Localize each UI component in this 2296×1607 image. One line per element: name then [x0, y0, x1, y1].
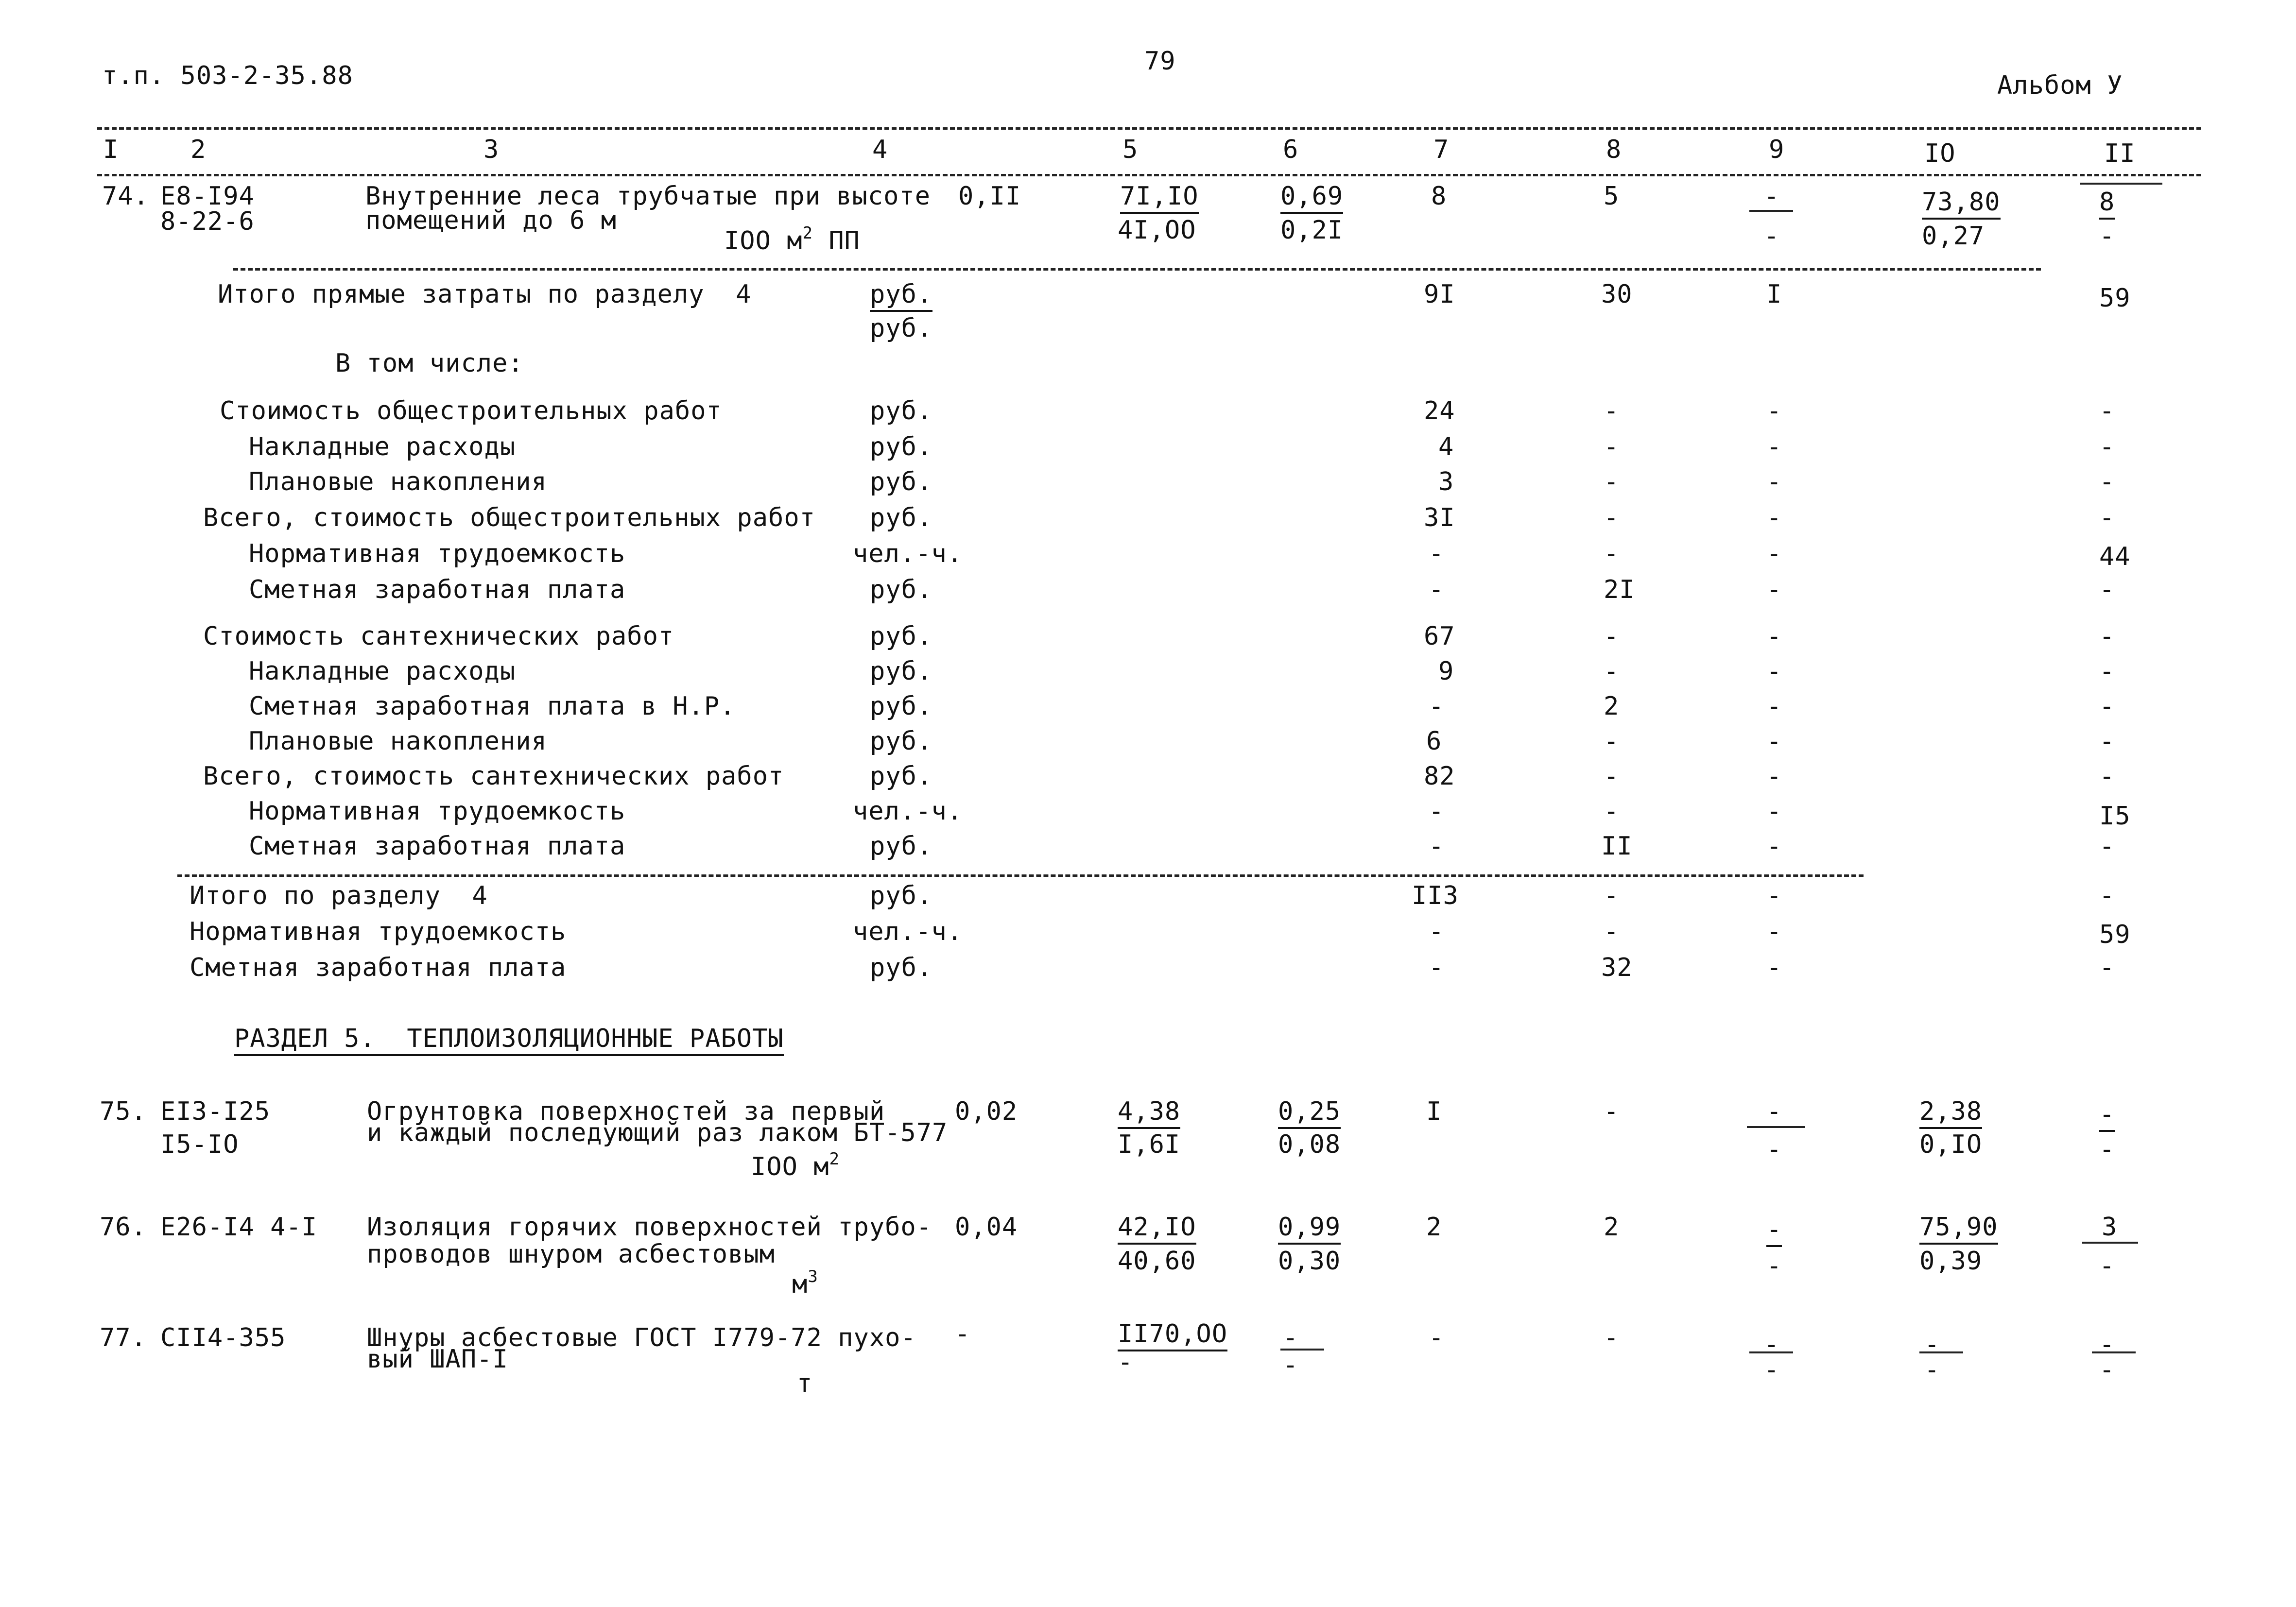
- summary-col8: II: [1601, 832, 1633, 861]
- summary-label: Нормативная трудоемкость: [190, 917, 567, 946]
- unit-machine-wage: 0,2I: [1280, 216, 1344, 245]
- col-header-10: IO: [1924, 139, 1956, 168]
- summary-col7: -: [1429, 692, 1445, 721]
- price-code: Е26-I4 4-I: [160, 1213, 318, 1242]
- summary-col8: -: [1604, 432, 1620, 462]
- cell-underline: [2082, 1242, 2138, 1244]
- col10-top: 75,90: [1919, 1214, 1998, 1240]
- summary-unit: руб.: [870, 467, 933, 496]
- col11-bottom: -: [2099, 222, 2115, 251]
- summary-col9: -: [1766, 503, 1782, 532]
- summary-col8: 2: [1604, 692, 1620, 721]
- summary-unit: руб.: [870, 881, 933, 910]
- summary-col9: -: [1766, 467, 1782, 496]
- work-description: Изоляция горячих поверхностей трубо-: [367, 1213, 932, 1242]
- summary-unit: чел.-ч.: [853, 797, 963, 826]
- summary-col9: -: [1766, 622, 1782, 651]
- row-number: 77.: [100, 1323, 147, 1352]
- col-header-5: 5: [1122, 135, 1139, 164]
- summary-unit: руб.: [870, 953, 933, 982]
- document-code: т.п. 503-2-35.88: [102, 61, 353, 90]
- work-description-line2: помещений до 6 м: [365, 206, 617, 235]
- summary-col8: -: [1604, 917, 1620, 946]
- price-code: ЕI3-I25: [160, 1097, 271, 1126]
- summary-label: Стоимость сантехнических работ: [203, 622, 674, 651]
- col10-top: -: [1924, 1330, 1940, 1359]
- summary-label: Нормативная трудоемкость: [249, 539, 626, 568]
- col-header-3: 3: [483, 135, 500, 164]
- summary-unit: руб.: [870, 575, 933, 604]
- summary-col7: 67: [1424, 622, 1455, 651]
- col10-bottom: -: [1924, 1355, 1940, 1385]
- col11-bottom: -: [2099, 1355, 2115, 1385]
- price-code-secondary: I5-IO: [160, 1130, 239, 1159]
- unit-of-measure: $м^3$: [792, 1267, 818, 1299]
- section-heading: РАЗДЕЛ 5. ТЕПЛОИЗОЛЯЦИОННЫЕ РАБОТЫ: [234, 1026, 784, 1051]
- unit-wage: 40,60: [1118, 1247, 1196, 1276]
- summary-col11: -: [2099, 727, 2115, 756]
- album-label: Альбом У: [1997, 71, 2123, 100]
- col11-top: -: [2099, 1102, 2115, 1127]
- summary-col8: -: [1604, 657, 1620, 686]
- summary-label: Всего, стоимость сантехнических работ: [203, 762, 784, 791]
- summary-col8: -: [1604, 396, 1620, 426]
- summary-unit: руб.: [870, 832, 933, 861]
- summary-col7: -: [1429, 832, 1445, 861]
- summary-unit: руб.: [870, 657, 933, 686]
- summary-label: Итого по разделу 4: [190, 881, 488, 910]
- summary-col8: -: [1604, 539, 1620, 568]
- work-description-line2: вый ШАП-I: [367, 1345, 508, 1374]
- col11-top: 3: [2102, 1213, 2118, 1242]
- col11-top: -: [2099, 1330, 2115, 1359]
- row-number: 74.: [102, 182, 149, 211]
- total-wage: 5: [1604, 182, 1620, 211]
- summary-col11: I5: [2099, 802, 2131, 831]
- unit-machine-wage: 0,30: [1278, 1247, 1341, 1276]
- summary-unit: руб.: [870, 622, 933, 651]
- summary-col8: -: [1604, 622, 1620, 651]
- summary-col11: -: [2099, 762, 2115, 791]
- row-separator: [233, 268, 2041, 271]
- summary-col8: 30: [1601, 280, 1633, 309]
- col9-bottom: -: [1764, 222, 1780, 251]
- summary-col9: -: [1766, 396, 1782, 426]
- unit-wage: -: [1118, 1348, 1134, 1377]
- summary-label: Стоимость общестроительных работ: [220, 396, 722, 426]
- summary-col7: 4: [1438, 432, 1454, 462]
- total-cost: 8: [1431, 182, 1447, 211]
- work-description: Внутренние леса трубчатые при высоте: [365, 182, 931, 211]
- col10-top: 2,38: [1919, 1099, 1982, 1124]
- unit-machine-cost: 0,69: [1280, 184, 1343, 209]
- summary-col11: -: [2099, 503, 2115, 532]
- summary-col11: -: [2099, 396, 2115, 426]
- unit-of-measure: т: [797, 1369, 813, 1398]
- summary-col9: -: [1766, 432, 1782, 462]
- col-header-11: II: [2104, 139, 2136, 168]
- summary-col11: -: [2099, 692, 2115, 721]
- summary-label: Сметная заработная плата: [190, 953, 567, 982]
- summary-col11: -: [2099, 881, 2115, 910]
- summary-col7: 9: [1438, 657, 1454, 686]
- unit-cost: 7I,IO: [1120, 184, 1199, 209]
- summary-label: Итого прямые затраты по разделу 4: [218, 280, 752, 309]
- col-header-6: 6: [1283, 135, 1299, 164]
- quantity: 0,II: [958, 182, 1021, 211]
- summary-col7: 3: [1438, 467, 1454, 496]
- summary-col7: 24: [1424, 396, 1455, 426]
- unit-machine-wage: 0,08: [1278, 1130, 1341, 1159]
- summary-unit: руб.: [870, 282, 932, 307]
- unit-machine-cost: -: [1283, 1323, 1299, 1352]
- summary-label: Накладные расходы: [249, 657, 516, 686]
- summary-col11: -: [2099, 832, 2115, 861]
- summary-label: В том числе:: [335, 349, 524, 378]
- work-description-line2: проводов шнуром асбестовым: [367, 1240, 775, 1269]
- summary-unit: чел.-ч.: [853, 539, 963, 568]
- summary-col7: -: [1429, 575, 1445, 604]
- summary-label: Накладные расходы: [249, 432, 516, 462]
- col11-bottom: -: [2099, 1251, 2115, 1281]
- unit-cost: II70,OO: [1118, 1321, 1227, 1347]
- summary-col8: -: [1604, 727, 1620, 756]
- summary-unit: чел.-ч.: [853, 917, 963, 946]
- summary-col8: -: [1604, 503, 1620, 532]
- unit-of-measure: IOO $м^2$ ПП: [724, 223, 860, 256]
- col10-bottom: 0,IO: [1919, 1130, 1983, 1159]
- summary-col7: 6: [1426, 727, 1442, 756]
- summary-unit: руб.: [870, 503, 933, 532]
- summary-col11: -: [2099, 622, 2115, 651]
- summary-col8: 2I: [1604, 575, 1635, 604]
- work-description: Шнуры асбестовые ГОСТ I779-72 пухо-: [367, 1323, 916, 1352]
- summary-col11: -: [2099, 575, 2115, 604]
- unit-of-measure: IOO $м^2$: [751, 1149, 840, 1181]
- total-cost: I: [1426, 1097, 1442, 1126]
- summary-col8: -: [1604, 881, 1620, 910]
- summary-col8: 32: [1601, 953, 1633, 982]
- summary-col9: -: [1766, 539, 1782, 568]
- unit-cost: 4,38: [1118, 1099, 1180, 1124]
- page-number: 79: [1144, 47, 1176, 76]
- summary-col9: -: [1766, 762, 1782, 791]
- header-top-rule: [97, 127, 2201, 130]
- cell-underline: [1747, 1126, 1805, 1128]
- work-description-line2: и каждый последующий раз лаком БТ-577: [367, 1118, 948, 1147]
- col11-bottom: -: [2099, 1135, 2115, 1164]
- summary-label: Всего, стоимость общестроительных работ: [203, 503, 815, 532]
- header-bottom-rule: [97, 174, 2201, 176]
- unit-machine-cost: 0,25: [1278, 1099, 1341, 1124]
- price-code-secondary: 8-22-6: [160, 207, 255, 236]
- quantity: 0,02: [955, 1097, 1018, 1126]
- col9-bottom: -: [1766, 1251, 1782, 1281]
- summary-col9: I: [1766, 280, 1782, 309]
- row-number: 75.: [100, 1097, 147, 1126]
- total-wage: -: [1604, 1323, 1620, 1352]
- summary-col9: -: [1766, 832, 1782, 861]
- unit-cost: 42,IO: [1118, 1214, 1196, 1240]
- summary-col7: II3: [1412, 881, 1459, 910]
- summary-col7: -: [1429, 953, 1445, 982]
- summary-label: Нормативная трудоемкость: [249, 797, 626, 826]
- col11-top: 8: [2099, 189, 2115, 215]
- summary-col8: -: [1604, 797, 1620, 826]
- summary-label: Сметная заработная плата: [249, 575, 626, 604]
- summary-col7: 3I: [1424, 503, 1455, 532]
- price-code: СII4-355: [160, 1323, 286, 1352]
- col10-top: 73,80: [1922, 189, 2001, 215]
- col9-top: -: [1764, 1330, 1780, 1359]
- summary-label: Сметная заработная плата: [249, 832, 626, 861]
- unit-machine-cost: 0,99: [1278, 1214, 1341, 1240]
- col9-top: -: [1766, 1217, 1782, 1242]
- summary-unit: руб.: [870, 396, 933, 426]
- unit-wage: 4I,OO: [1118, 216, 1196, 245]
- summary-label: Плановые накопления: [249, 467, 547, 496]
- total-cost: -: [1429, 1323, 1445, 1352]
- row-number: 76.: [100, 1213, 147, 1242]
- summary-col11: -: [2099, 467, 2115, 496]
- summary-col9: -: [1766, 575, 1782, 604]
- summary-col9: -: [1766, 692, 1782, 721]
- col9-bottom: -: [1766, 1135, 1782, 1164]
- col-header-2: 2: [190, 135, 207, 164]
- summary-col8: -: [1604, 467, 1620, 496]
- summary-unit: руб.: [870, 432, 933, 462]
- unit-wage: I,6I: [1118, 1130, 1181, 1159]
- summary-col7: 9I: [1424, 280, 1455, 309]
- summary-col7: -: [1429, 917, 1445, 946]
- summary-col9: -: [1766, 727, 1782, 756]
- total-wage: -: [1604, 1097, 1620, 1126]
- price-code: Е8-I94: [160, 182, 255, 211]
- col10-bottom: 0,39: [1919, 1247, 1983, 1276]
- col-header-7: 7: [1433, 135, 1450, 164]
- col9-top: -: [1764, 182, 1780, 211]
- total-cost: 2: [1426, 1213, 1442, 1242]
- summary-col11: 59: [2099, 284, 2131, 313]
- col-header-9: 9: [1769, 135, 1785, 164]
- section-total-separator: [177, 874, 1864, 877]
- unit-machine-wage: -: [1283, 1351, 1299, 1380]
- col9-bottom: -: [1764, 1355, 1780, 1385]
- summary-col7: 82: [1424, 762, 1455, 791]
- col-header-1: I: [103, 135, 119, 164]
- summary-unit: руб.: [870, 727, 933, 756]
- col11-rule: [2080, 183, 2162, 185]
- total-wage: 2: [1604, 1213, 1620, 1242]
- summary-col9: -: [1766, 797, 1782, 826]
- summary-col9: -: [1766, 881, 1782, 910]
- summary-col11: 59: [2099, 920, 2131, 949]
- summary-col9: -: [1766, 917, 1782, 946]
- summary-label: Сметная заработная плата в Н.Р.: [249, 692, 736, 721]
- col10-bottom: 0,27: [1922, 222, 1985, 251]
- summary-col11: -: [2099, 953, 2115, 982]
- summary-col7: -: [1429, 539, 1445, 568]
- summary-unit: руб.: [870, 762, 933, 791]
- work-description: Огрунтовка поверхностей за первый: [367, 1097, 885, 1126]
- summary-col8: -: [1604, 762, 1620, 791]
- summary-col11: -: [2099, 432, 2115, 462]
- summary-unit: руб.: [870, 692, 933, 721]
- summary-label: Плановые накопления: [249, 727, 547, 756]
- summary-col9: -: [1766, 953, 1782, 982]
- summary-col11: -: [2099, 657, 2115, 686]
- quantity: -: [955, 1319, 971, 1349]
- summary-col11: 44: [2099, 542, 2131, 571]
- summary-col9: -: [1766, 657, 1782, 686]
- col9-top: -: [1766, 1097, 1782, 1126]
- summary-col7: -: [1429, 797, 1445, 826]
- quantity: 0,04: [955, 1213, 1018, 1242]
- col-header-4: 4: [872, 135, 888, 164]
- summary-unit: руб.: [870, 314, 933, 343]
- col-header-8: 8: [1606, 135, 1622, 164]
